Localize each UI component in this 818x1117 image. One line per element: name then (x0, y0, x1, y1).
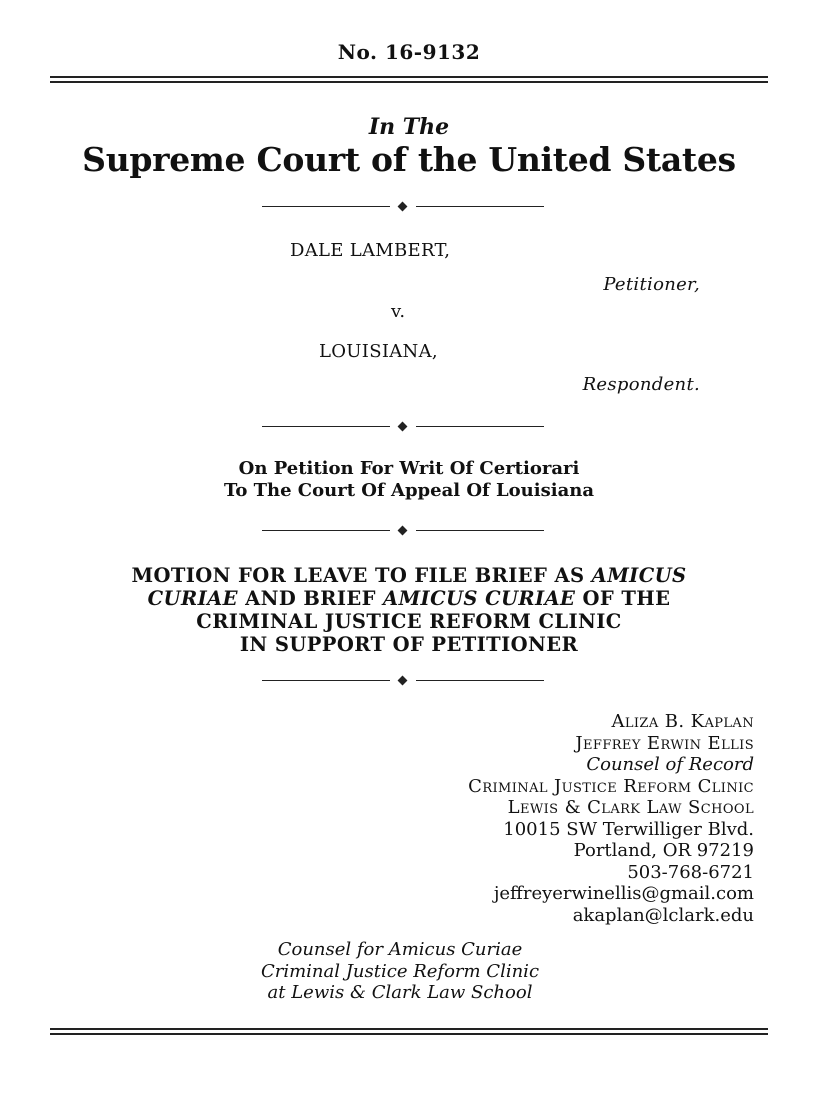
counsel-phone: 503-768-6721 (627, 861, 754, 883)
respondent-role: Respondent. (582, 374, 700, 395)
amicus-counsel-line: at Lewis & Clark Law School (267, 982, 533, 1003)
bottom-double-rule (50, 1028, 768, 1035)
motion-line (0, 564, 818, 587)
motion-line: CRIMINAL JUSTICE REFORM CLINIC (196, 610, 622, 633)
diamond-ornament-icon (398, 676, 408, 686)
section-divider (262, 674, 544, 688)
diamond-ornament-icon (398, 422, 408, 432)
top-double-rule (50, 76, 768, 83)
counsel-block (468, 711, 754, 926)
amicus-counsel-line: Counsel for Amicus Curiae (277, 939, 523, 960)
motion-title (0, 564, 818, 656)
amicus-counsel (0, 939, 800, 1004)
petitioner-role: Petitioner, (603, 274, 700, 295)
diamond-ornament-icon (398, 526, 408, 536)
respondent-name: LOUISIANA, (319, 341, 438, 362)
counsel-name: Jeffrey Erwin Ellis (575, 732, 754, 754)
counsel-city: Portland, OR 97219 (573, 840, 754, 861)
counsel-email: jeffreyerwinellis@gmail.com (493, 883, 754, 904)
motion-text: MOTION FOR LEAVE TO FILE BRIEF AS (131, 564, 592, 587)
motion-text: OF THE (575, 587, 671, 610)
counsel-email: akaplan@lclark.edu (572, 904, 754, 926)
court-name: Supreme Court of the United States (82, 140, 736, 179)
motion-text-italic: AMICUS (591, 564, 687, 587)
motion-text-italic: AMICUS CURIAE (383, 587, 576, 610)
section-divider (262, 524, 544, 538)
motion-line (0, 587, 818, 610)
certiorari-line: To The Court Of Appeal Of Louisiana (224, 480, 594, 501)
docket-number: No. 16-9132 (337, 40, 481, 64)
amicus-counsel-line: Criminal Justice Reform Clinic (260, 960, 540, 982)
certiorari-line: On Petition For Writ Of Certiorari (238, 458, 580, 479)
court-preamble: In The (368, 114, 450, 140)
motion-text-italic: CURIAE (147, 587, 238, 610)
counsel-street: 10015 SW Terwilliger Blvd. (503, 818, 754, 840)
versus: v. (391, 301, 406, 322)
motion-line: IN SUPPORT OF PETITIONER (239, 633, 579, 656)
petitioner-name: DALE LAMBERT, (290, 240, 451, 261)
section-divider (262, 420, 544, 434)
section-divider (262, 200, 544, 214)
certiorari-heading (0, 458, 818, 502)
counsel-organization: Criminal Justice Reform Clinic (468, 775, 754, 797)
motion-text: AND BRIEF (237, 587, 384, 610)
counsel-name: Aliza B. Kaplan (611, 711, 754, 732)
diamond-ornament-icon (398, 202, 408, 212)
counsel-school: Lewis & Clark Law School (507, 797, 754, 818)
counsel-role: Counsel of Record (586, 754, 754, 775)
